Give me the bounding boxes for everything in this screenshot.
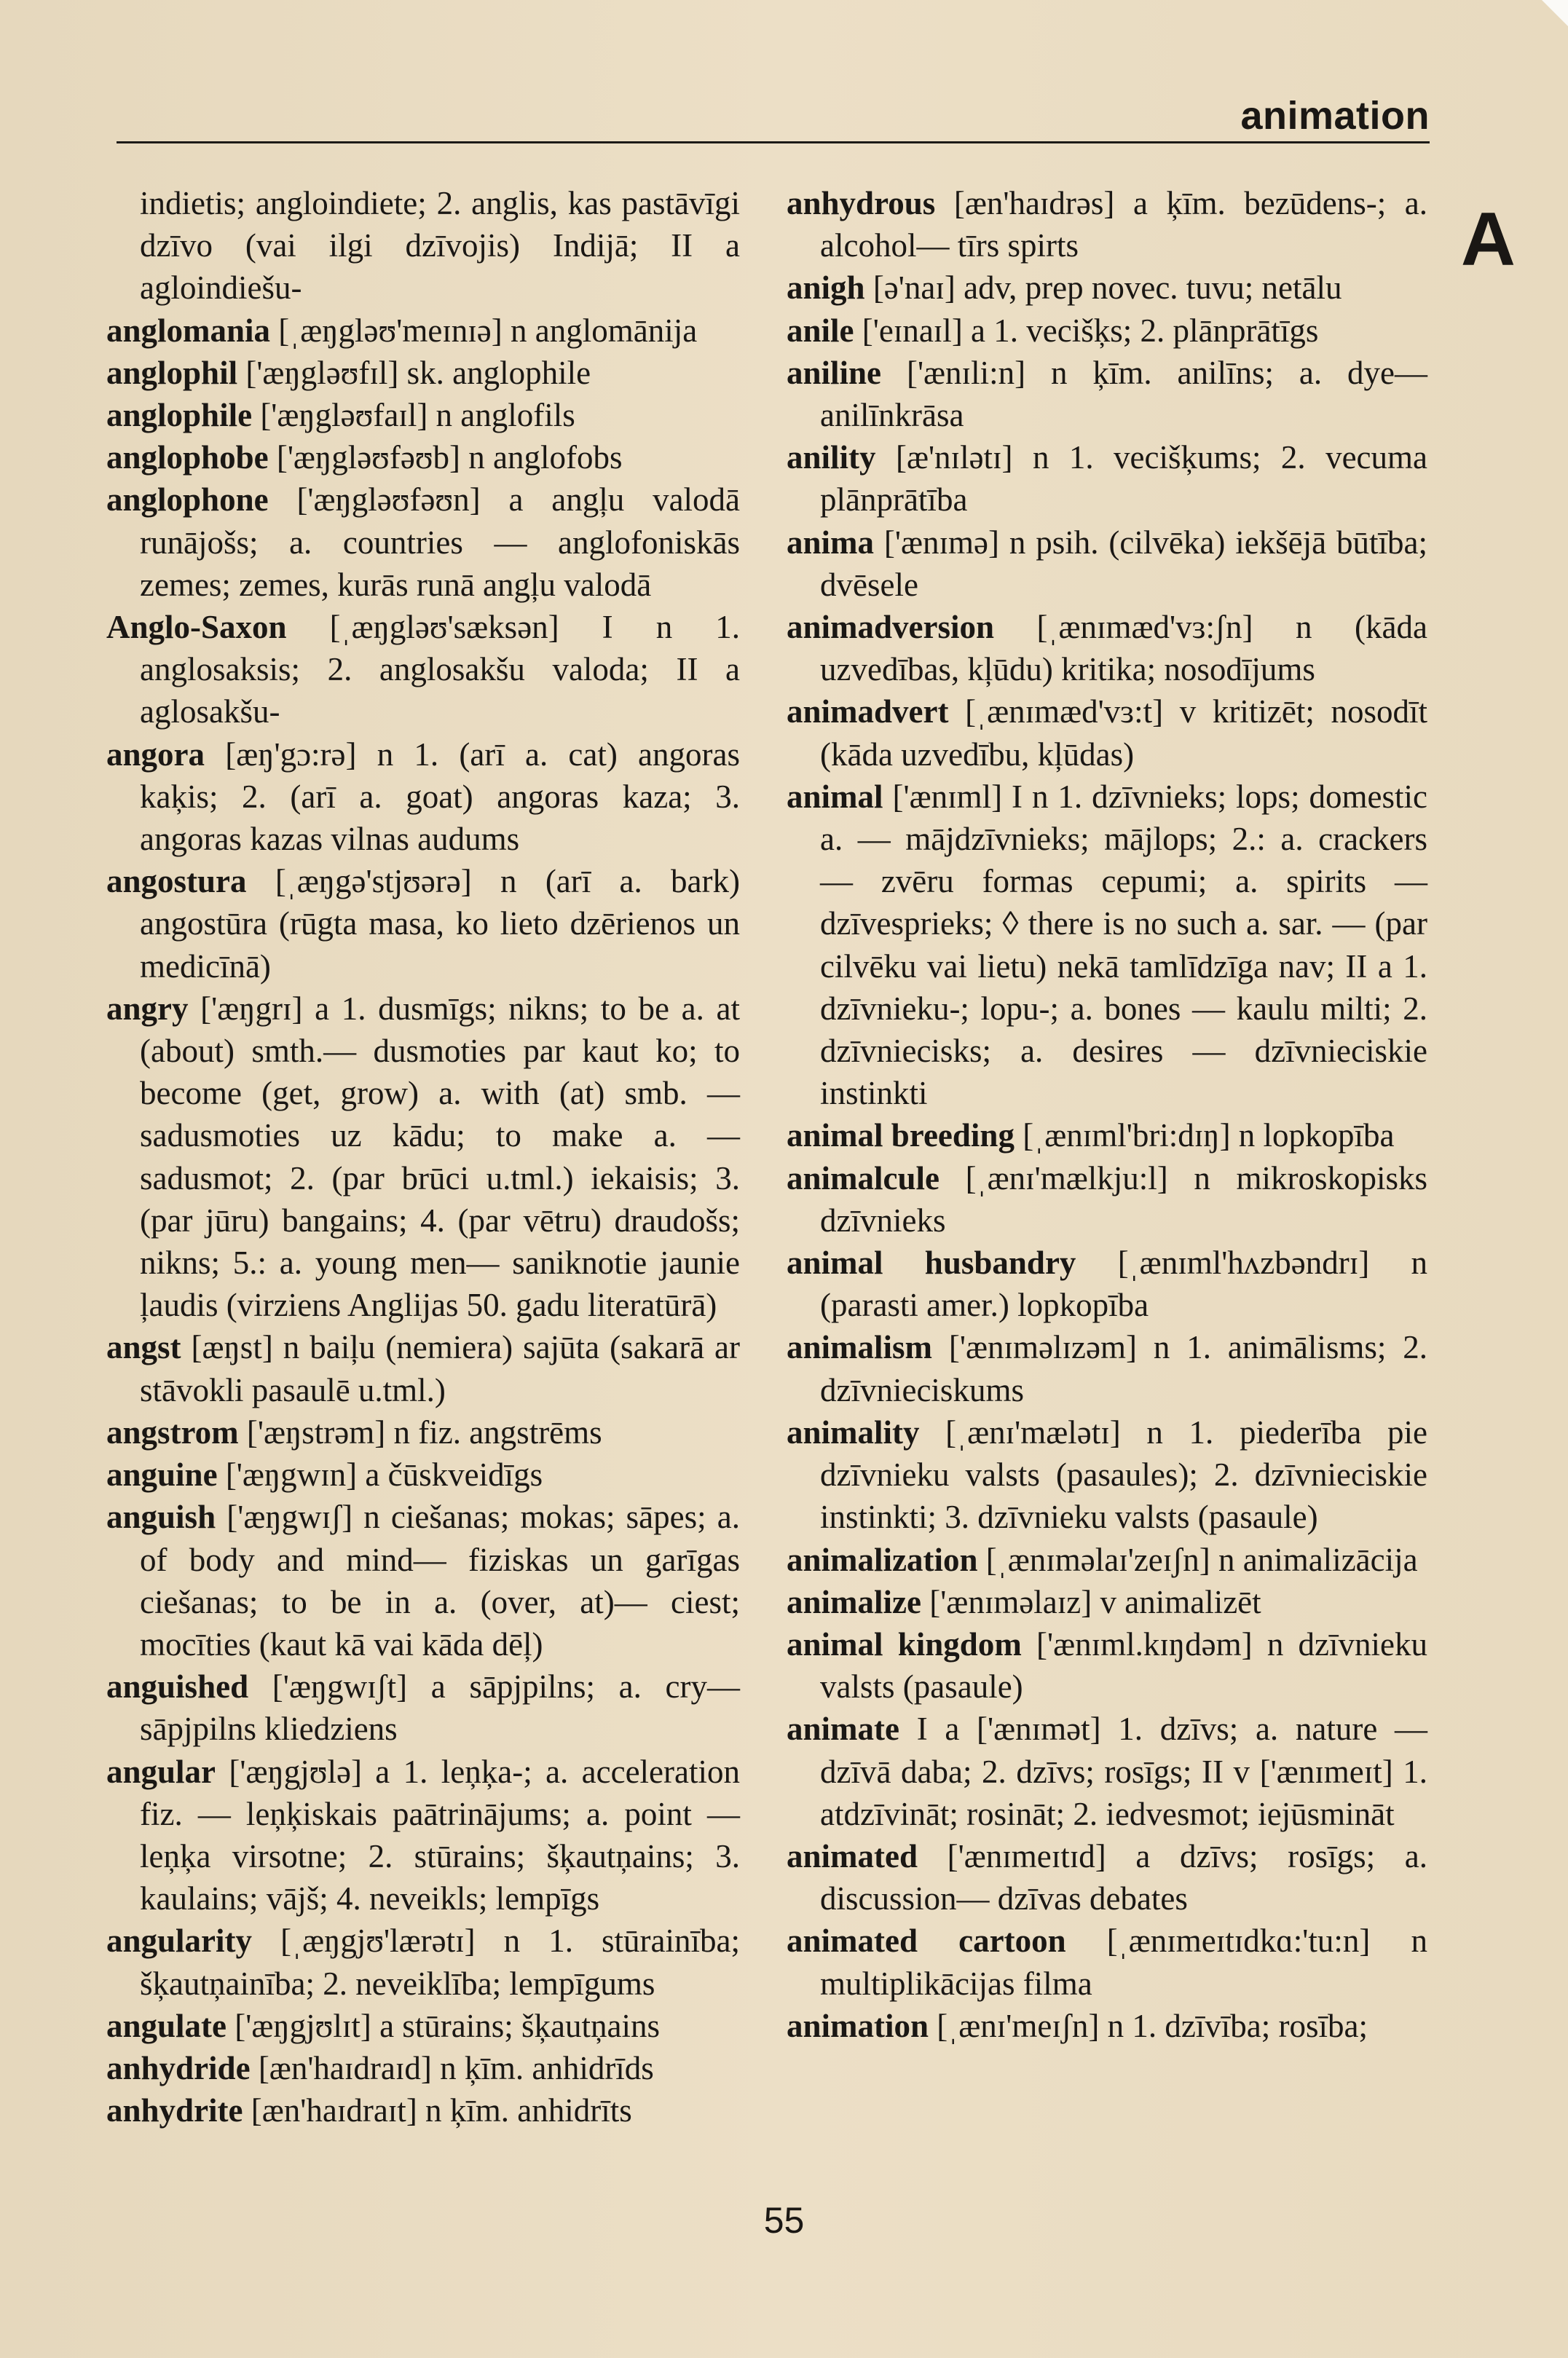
dictionary-entry <box>787 352 1427 436</box>
dictionary-entry <box>106 1920 740 2004</box>
entry-headword: animality <box>787 1413 920 1451</box>
dictionary-entry <box>787 521 1427 606</box>
entry-definition: ['æŋgwɪʃt] a sāpjpilns; a. cry— sāpjpilns kliedziens <box>140 1668 740 1748</box>
dictionary-entry <box>106 394 740 436</box>
entry-definition: [æn'haɪdrəs] a ķīm. bezūdens-; a. alcohol— tīrs spirts <box>820 185 1427 264</box>
entry-headword: anility <box>787 439 876 476</box>
page-number: 55 <box>763 2200 805 2241</box>
dictionary-entry <box>106 733 740 861</box>
dictionary-entry <box>787 606 1427 690</box>
dictionary-entry <box>106 1496 740 1665</box>
entry-headword: animate <box>787 1711 899 1748</box>
entry-headword: angry <box>106 990 189 1027</box>
entry-definition: ['æŋgjʊlɪt] a stūrains; šķautņains <box>235 2007 661 2044</box>
dictionary-entry <box>106 352 740 394</box>
entry-headword: anhydride <box>106 2049 251 2086</box>
entry-definition: ['ænɪli:n] n ķīm. anilīns; a. dye— anilīnkrāsa <box>820 354 1427 434</box>
entry-headword: animal husbandry <box>787 1245 1076 1282</box>
dictionary-entry <box>787 690 1427 775</box>
entry-definition: ['ænɪməlaɪz] v animalizēt <box>929 1583 1261 1620</box>
dictionary-entry <box>787 776 1427 1115</box>
entry-definition: ['æŋgwɪn] a čūskveidīgs <box>225 1456 543 1494</box>
entry-definition: [ˌænɪməlaɪ'zeɪʃn] n animalizācija <box>985 1541 1418 1578</box>
entry-headword: anglophobe <box>106 439 269 476</box>
entry-headword: anigh <box>787 269 865 307</box>
dictionary-entry <box>787 1835 1427 1920</box>
dictionary-entry <box>106 2089 740 2132</box>
thumb-index-letter: A <box>1460 197 1516 282</box>
dictionary-entry <box>106 1326 740 1411</box>
entry-definition: [ˌænɪml'hʌzbəndrɪ] n (parasti amer.) lopkopība <box>820 1245 1427 1324</box>
entry-headword: anglophone <box>106 481 269 518</box>
entry-definition: [æ'nɪlətɪ] n 1. vecišķums; 2. vecuma plānprātība <box>820 439 1427 518</box>
dictionary-entry <box>787 1920 1427 2004</box>
entry-definition: indietis; angloindiete; 2. anglis, kas pastāvīgi dzīvo (vai ilgi dzīvojis) Indijā; II a agloindiešu- <box>140 185 740 307</box>
entry-definition: I a ['ænɪmət] 1. dzīvs; a. nature — dzīvā daba; 2. dzīvs; rosīgs; II v ['ænɪmeɪt] 1. atdzīvināt; rosināt; 2. iedvesmot; iejūsmināt <box>820 1711 1427 1832</box>
entry-headword: animal kingdom <box>787 1625 1022 1663</box>
entry-definition: ['æŋgjʊlə] a 1. leņķa-; a. acceleration fiz. — leņķiskais paātrinājums; a. point — leņķa virsotne; 2. stūrains; šķautņains; 3. kaulains; vājš; 4. neveikls; lempīgs <box>140 1753 740 1917</box>
dictionary-entry <box>106 2005 740 2047</box>
dictionary-entry <box>106 436 740 478</box>
entry-headword: anhydrous <box>787 185 936 221</box>
entry-definition: [ˌænɪml'bri:dɪŋ] n lopkopība <box>1023 1117 1395 1154</box>
entry-definition: ['æŋgləʊfəʊb] n anglofobs <box>276 439 623 476</box>
entry-definition: [ˌænɪmæd'vɜ:t] v kritizēt; nosodīt (kāda uzvedību, kļūdas) <box>820 693 1427 773</box>
right-column <box>787 182 1427 2047</box>
entry-headword: anglophile <box>106 397 253 434</box>
dictionary-entry <box>106 309 740 352</box>
entry-definition: [ˌænɪmæd'vɜ:ʃn] n (kāda uzvedības, kļūdu) kritika; nosodījums <box>820 609 1427 688</box>
dictionary-entry <box>106 860 740 987</box>
dictionary-entry <box>106 2047 740 2089</box>
left-column <box>106 182 740 2132</box>
dictionary-entry <box>787 1708 1427 1835</box>
dictionary-entry <box>787 267 1427 309</box>
entry-definition: [æn'haɪdraɪt] n ķīm. anhidrīts <box>251 2092 632 2129</box>
entry-headword: animadversion <box>787 609 995 646</box>
entry-headword: animalization <box>787 1541 978 1578</box>
entry-headword: animation <box>787 2007 929 2044</box>
entry-definition: [ˌæŋgləʊ'sæksən] I n 1. anglosaksis; 2. anglosakšu valoda; II a aglosakšu- <box>140 609 740 730</box>
entry-headword: Anglo-Saxon <box>106 609 287 646</box>
dictionary-entry <box>106 1454 740 1496</box>
entry-headword: angora <box>106 736 205 773</box>
entry-definition: [ˌænɪ'mælkju:l] n mikroskopisks dzīvnieks <box>820 1159 1428 1239</box>
entry-headword: angst <box>106 1329 181 1366</box>
dictionary-entry <box>787 1411 1427 1539</box>
entry-definition: [æn'haɪdraɪd] n ķīm. anhidrīds <box>258 2049 654 2086</box>
entry-headword: animal breeding <box>787 1117 1015 1154</box>
dictionary-entry <box>787 1326 1427 1411</box>
entry-definition: [ˌænɪ'meɪʃn] n 1. dzīvība; rosība; <box>937 2007 1368 2044</box>
dictionary-entry <box>106 987 740 1327</box>
dictionary-entry <box>787 1242 1427 1326</box>
entry-definition: [ˌæŋgləʊ'meɪnɪə] n anglomānija <box>278 312 698 349</box>
entry-headword: angulate <box>106 2007 227 2044</box>
dictionary-entry <box>787 1539 1427 1581</box>
entry-headword: angostura <box>106 863 247 900</box>
entry-headword: anima <box>787 524 875 561</box>
entry-definition: ['eɪnaɪl] a 1. vecišķs; 2. plānprātīgs <box>862 312 1319 349</box>
torn-page-corner <box>1542 0 1568 26</box>
entry-headword: animadvert <box>787 693 949 730</box>
entry-headword: aniline <box>787 354 882 391</box>
entry-headword: angstrom <box>106 1413 239 1451</box>
entry-definition: [ˌænɪmeɪtɪdkɑ:'tu:n] n multiplikācijas filma <box>820 1923 1427 2002</box>
dictionary-entry <box>787 182 1427 267</box>
dictionary-entry <box>787 436 1427 521</box>
dictionary-entry <box>106 606 740 733</box>
entry-headword: animal <box>787 778 883 815</box>
dictionary-entry <box>787 1114 1427 1156</box>
running-head: animation <box>1240 94 1430 138</box>
entry-headword: angular <box>106 1753 216 1790</box>
entry-headword: animalcule <box>787 1159 939 1196</box>
dictionary-entry <box>787 2005 1427 2047</box>
entry-definition: [ˌæŋgə'stjʊərə] n (arī a. bark) angostūra (rūgta masa, ko lieto dzērienos un medicīnā) <box>140 863 740 985</box>
entry-headword: anguished <box>106 1668 249 1706</box>
entry-definition: ['ænɪmə] n psih. (cilvēka) iekšējā būtība; dvēsele <box>820 524 1427 603</box>
entry-definition: ['æŋgwɪʃ] n ciešanas; mokas; sāpes; a. of body and mind— fiziskas un garīgas ciešanas; to be in a. (over, at)— ciest; mocīties (kaut kā vai kāda dēļ) <box>140 1499 740 1663</box>
entry-definition: ['æŋgrɪ] a 1. dusmīgs; nikns; to be a. at (about) smth.— dusmoties par kaut ko; to become (get, grow) a. with (at) smb. — sadusmoties uz kādu; to make a. — sadusmot; 2. (par brūci u.tml.) iekaisis; 3. (par jūru) bangains; 4. (par vētru) draudošs; nikns; 5.: a. young men— saniknotie jaunie ļaudis (virziens Anglijas 50. gadu literatūrā) <box>140 990 740 1324</box>
entry-headword: angularity <box>106 1923 253 1960</box>
entry-headword: animated <box>787 1837 918 1874</box>
entry-definition: ['æŋgləʊfɪl] sk. anglophile <box>245 354 591 391</box>
entry-definition: ['æŋgləʊfaɪl] n anglofils <box>260 397 575 434</box>
entry-definition: ['ænɪmeɪtɪd] a dzīvs; rosīgs; a. discussion— dzīvas debates <box>820 1837 1428 1917</box>
entry-definition: [æŋ'gɔ:rə] n 1. (arī a. cat) angoras kaķis; 2. (arī a. goat) angoras kaza; 3. angoras kazas vilnas audums <box>140 736 740 858</box>
dictionary-entry <box>106 478 740 606</box>
entry-definition: ['ænɪml.kɪŋdəm] n dzīvnieku valsts (pasaule) <box>820 1625 1427 1706</box>
entry-headword: anhydrite <box>106 2092 243 2129</box>
entry-definition: [ə'naɪ] adv, prep novec. tuvu; netālu <box>872 269 1342 307</box>
entry-headword: anglophil <box>106 354 238 391</box>
entry-headword: animalism <box>787 1329 933 1366</box>
dictionary-entry <box>787 1157 1427 1242</box>
dictionary-entry <box>787 309 1427 352</box>
entry-headword: anile <box>787 312 854 349</box>
dictionary-entry <box>106 1411 740 1454</box>
dictionary-entry <box>106 1751 740 1920</box>
header-rule <box>117 141 1430 143</box>
entry-headword: animalize <box>787 1583 921 1620</box>
dictionary-entry <box>787 1581 1427 1623</box>
dictionary-entry <box>106 1665 740 1750</box>
entry-definition: [ˌænɪ'mælətɪ] n 1. piederība pie dzīvnieku valsts (pasaules); 2. dzīvnieciskie instinkti; 3. dzīvnieku valsts (pasaule) <box>820 1413 1427 1536</box>
entry-headword: anguine <box>106 1456 218 1494</box>
entry-definition: [æŋst] n baiļu (nemiera) sajūta (sakarā ar stāvokli pasaulē u.tml.) <box>140 1329 741 1408</box>
entry-definition: [ˌæŋgjʊ'lærətɪ] n 1. stūrainība; šķautņainība; 2. neveiklība; lempīgums <box>140 1923 740 2002</box>
entry-definition: ['æŋgləʊfəʊn] a angļu valodā runājošs; a. countries — anglofoniskās zemes; zemes, kurās runā angļu valodā <box>140 481 741 603</box>
entry-headword: animated cartoon <box>787 1923 1066 1960</box>
entry-definition: ['ænɪməlɪzəm] n 1. animālisms; 2. dzīvnieciskums <box>820 1329 1427 1408</box>
entry-headword: anguish <box>106 1499 216 1536</box>
entry-definition: ['ænɪml] I n 1. dzīvnieks; lops; domestic a. — mājdzīvnieks; mājlops; 2.: a. crackers — zvēru formas cepumi; a. spirits — dzīvesprieks; ◊ there is no such a. sar. — (par cilvēku vai lietu) nekā tamlīdzīga nav; II a 1. dzīvnieku-; lopu-; a. bones — kaulu milti; 2. dzīvniecisks; a. desires — dzīvnieciskie instinkti <box>820 778 1427 1112</box>
dictionary-entry <box>106 182 740 309</box>
entry-headword: anglomania <box>106 312 271 349</box>
dictionary-entry <box>787 1623 1427 1708</box>
entry-definition: ['æŋstrəm] n fiz. angstrēms <box>246 1413 602 1451</box>
